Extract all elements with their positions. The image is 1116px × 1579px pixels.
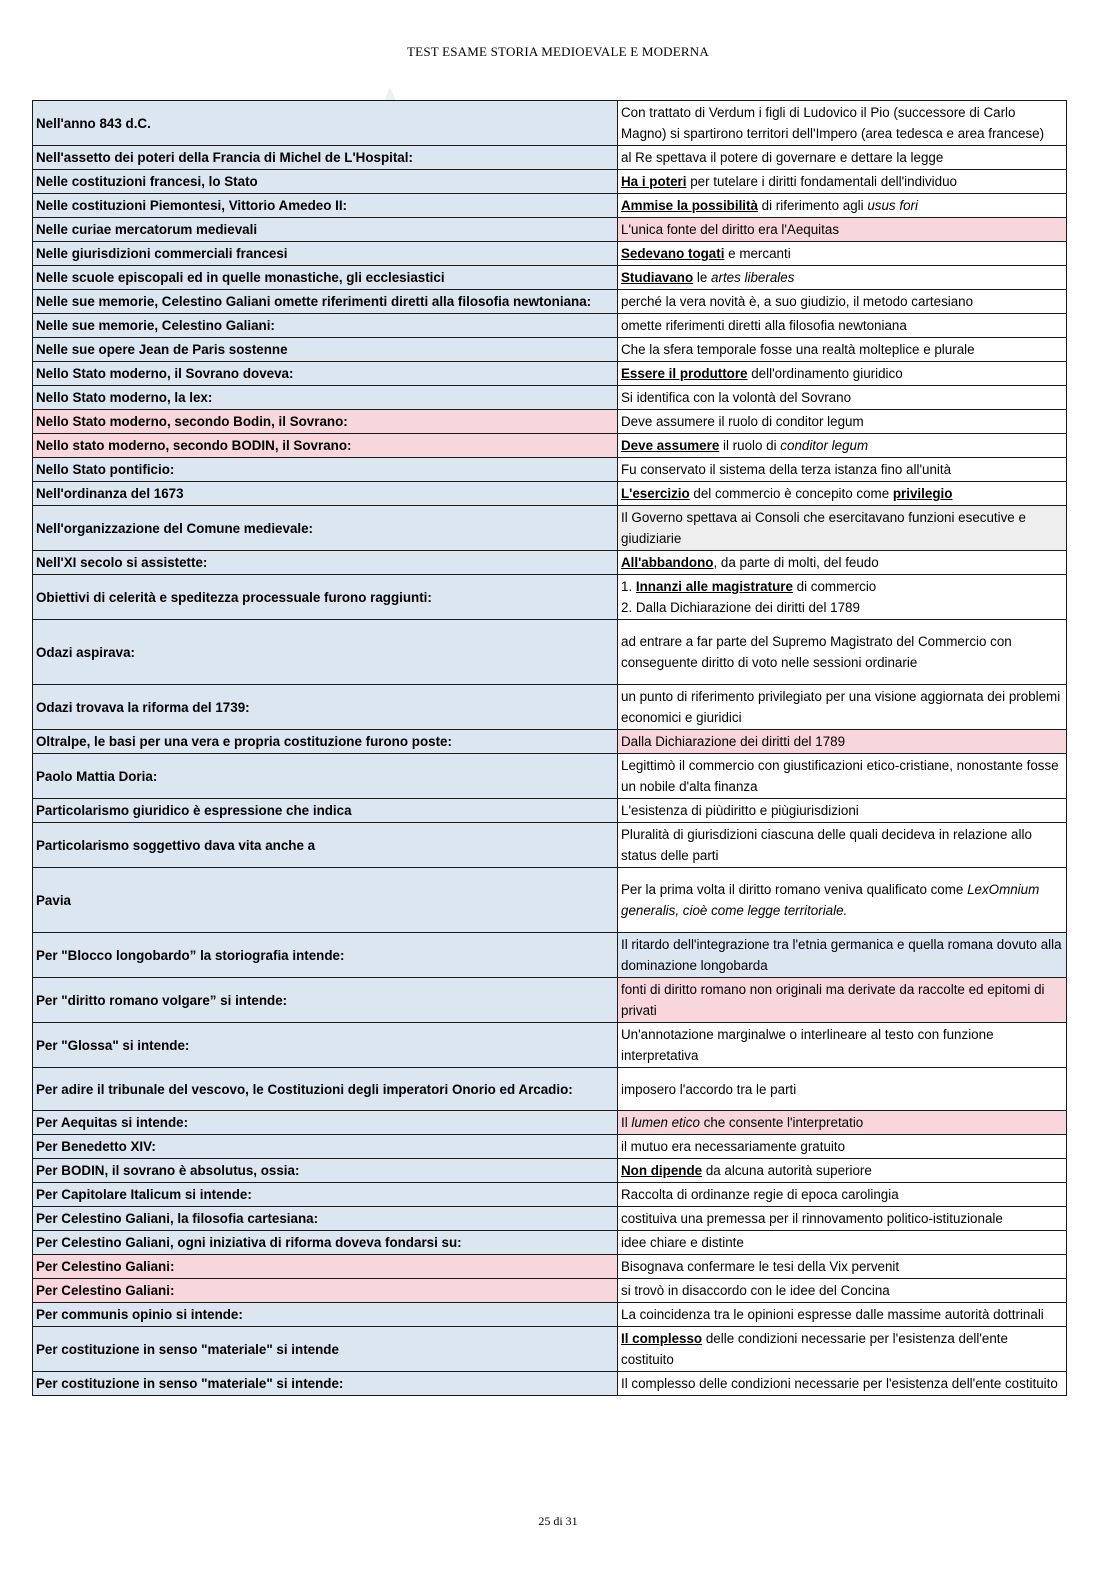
- question-cell: Per Benedetto XIV:: [33, 1135, 618, 1159]
- answer-text: lumen etico: [631, 1115, 700, 1130]
- answer-cell: [618, 146, 1067, 170]
- table-row: [33, 1255, 1067, 1279]
- table-row: [33, 338, 1067, 362]
- answer-text: conditor legum: [780, 438, 869, 453]
- question-cell: Nello stato moderno, secondo BODIN, il Sovrano:: [33, 434, 618, 458]
- question-cell: Nell'organizzazione del Comune medievale:: [33, 506, 618, 551]
- answer-cell: [618, 314, 1067, 338]
- answer-cell: [618, 754, 1067, 799]
- answer-text: LexOmnium generalis, cioè come legge territoriale.: [621, 882, 1040, 918]
- table-row: [33, 1207, 1067, 1231]
- table-row: [33, 218, 1067, 242]
- question-cell: Nelle sue opere Jean de Paris sostenne: [33, 338, 618, 362]
- answer-text: da alcuna autorità superiore: [702, 1163, 872, 1178]
- answer-text: imposero l'accordo tra le parti: [621, 1081, 797, 1097]
- answer-text: Che la sfera temporale fosse una realtà molteplice e plurale: [621, 342, 975, 357]
- answer-text: ad entrare a far parte del Supremo Magistrato del Commercio con conseguente diritto di voto nelle sessioni ordinarie: [621, 634, 1012, 670]
- answer-text: L'esistenza di piùdiritto e piùgiurisdizioni: [621, 803, 859, 818]
- answer-cell: [618, 685, 1067, 730]
- answer-text: Raccolta di ordinanze regie di epoca carolingia: [621, 1187, 899, 1202]
- table-row: [33, 1279, 1067, 1303]
- answer-text: idee chiare e distinte: [621, 1235, 744, 1250]
- question-cell: Nelle sue memorie, Celestino Galiani:: [33, 314, 618, 338]
- answer-text: Essere il produttore: [621, 366, 748, 381]
- answer-cell: [618, 266, 1067, 290]
- answer-text: Si identifica con la volontà del Sovrano: [621, 390, 852, 405]
- question-cell: Nell'assetto dei poteri della Francia di Michel de L'Hospital:: [33, 146, 618, 170]
- table-row: [33, 386, 1067, 410]
- question-cell: Per "Glossa" si intende:: [33, 1023, 618, 1068]
- table-row: [33, 551, 1067, 575]
- table-row: [33, 799, 1067, 823]
- question-cell: Per Celestino Galiani, ogni iniziativa di riforma doveva fondarsi su:: [33, 1231, 618, 1255]
- answer-cell: [618, 1372, 1067, 1396]
- answer-cell: [618, 1279, 1067, 1303]
- question-cell: Odazi trovava la riforma del 1739:: [33, 685, 618, 730]
- answer-text: Il complesso: [621, 1331, 703, 1346]
- answer-text: dell'ordinamento giuridico: [747, 366, 903, 381]
- answer-text: Deve assumere: [621, 438, 720, 453]
- question-cell: Nelle costituzioni francesi, lo Stato: [33, 170, 618, 194]
- table-row: [33, 620, 1067, 685]
- answer-cell: [618, 338, 1067, 362]
- answer-text: Deve assumere il ruolo di conditor legum: [621, 414, 864, 429]
- answer-cell: [618, 1231, 1067, 1255]
- question-cell: Particolarismo giuridico è espressione che indica: [33, 799, 618, 823]
- answer-text: per tutelare i diritti fondamentali dell'individuo: [686, 174, 958, 189]
- table-row: [33, 1231, 1067, 1255]
- table-row: [33, 266, 1067, 290]
- table-row: [33, 1327, 1067, 1372]
- table-row: [33, 170, 1067, 194]
- question-cell: Oltralpe, le basi per una vera e propria costituzione furono poste:: [33, 730, 618, 754]
- answer-cell: [618, 242, 1067, 266]
- answer-text: All'abbandono: [621, 555, 714, 570]
- question-cell: Odazi aspirava:: [33, 620, 618, 685]
- question-cell: Per BODIN, il sovrano è absolutus, ossia:: [33, 1159, 618, 1183]
- table-row: [33, 1023, 1067, 1068]
- answer-cell: [618, 1183, 1067, 1207]
- table-row: [33, 242, 1067, 266]
- question-cell: Nello Stato pontificio:: [33, 458, 618, 482]
- answer-text: 1.: [621, 579, 636, 594]
- answer-text: Studiavano: [621, 270, 694, 285]
- question-cell: Per costituzione in senso "materiale" si intende:: [33, 1372, 618, 1396]
- answer-cell: [618, 1068, 1067, 1111]
- answer-text: Fu conservato il sistema della terza istanza fino all'unità: [621, 462, 952, 477]
- table-row: [33, 146, 1067, 170]
- answer-text: artes liberales: [711, 270, 795, 285]
- answer-cell: [618, 551, 1067, 575]
- question-cell: Per Celestino Galiani:: [33, 1255, 618, 1279]
- table-row: [33, 1068, 1067, 1111]
- answer-text: Ammise la possibilità: [621, 198, 758, 213]
- answer-text: L'unica fonte del diritto era l'Aequitas: [621, 222, 840, 237]
- table-row: [33, 754, 1067, 799]
- table-row: [33, 101, 1067, 146]
- answer-cell: [618, 1327, 1067, 1372]
- answer-text: privilegio: [892, 486, 953, 501]
- table-row: [33, 1111, 1067, 1135]
- question-cell: Nelle curiae mercatorum medievali: [33, 218, 618, 242]
- answer-text: omette riferimenti diretti alla filosofia newtoniana: [621, 318, 907, 333]
- answer-text: La coincidenza tra le opinioni espresse dalle massime autorità dottrinali: [621, 1307, 1044, 1322]
- answer-text: L'esercizio: [621, 486, 690, 501]
- answer-cell: [618, 362, 1067, 386]
- question-cell: Nelle sue memorie, Celestino Galiani omette riferimenti diretti alla filosofia newtoniana:: [33, 290, 618, 314]
- answer-cell: [618, 868, 1067, 933]
- question-cell: Particolarismo soggettivo dava vita anche a: [33, 823, 618, 868]
- answer-text: del commercio è concepito come: [689, 486, 893, 501]
- answer-text: Il: [621, 1115, 632, 1130]
- question-cell: Per costituzione in senso "materiale" si intende: [33, 1327, 618, 1372]
- answer-cell: [618, 1207, 1067, 1231]
- answer-cell: [618, 410, 1067, 434]
- table-row: [33, 482, 1067, 506]
- answer-cell: [618, 823, 1067, 868]
- page-title: TEST ESAME STORIA MEDIOEVALE E MODERNA: [407, 44, 709, 59]
- answer-cell: [618, 101, 1067, 146]
- answer-text: delle condizioni necessarie per l'esistenza dell'ente costituito: [621, 1331, 1008, 1367]
- answer-cell: [618, 386, 1067, 410]
- answer-cell: [618, 1023, 1067, 1068]
- question-cell: Per Celestino Galiani:: [33, 1279, 618, 1303]
- answer-cell: [618, 1111, 1067, 1135]
- answer-text: e mercanti: [724, 246, 791, 261]
- question-cell: Nello Stato moderno, la lex:: [33, 386, 618, 410]
- question-cell: Nello Stato moderno, il Sovrano doveva:: [33, 362, 618, 386]
- question-cell: Nell'XI secolo si assistette:: [33, 551, 618, 575]
- page-number: 25 di 31: [538, 1514, 578, 1528]
- answer-text: Un'annotazione marginalwe o interlineare al testo con funzione interpretativa: [621, 1027, 994, 1063]
- question-cell: Nelle giurisdizioni commerciali francesi: [33, 242, 618, 266]
- table-row: [33, 506, 1067, 551]
- answer-cell: [618, 620, 1067, 685]
- answer-cell: [618, 194, 1067, 218]
- answer-cell: [618, 434, 1067, 458]
- answer-text: di riferimento agli: [757, 198, 868, 213]
- answer-text: perché la vera novità è, a suo giudizio, il metodo cartesiano: [621, 294, 974, 309]
- answer-cell: [618, 458, 1067, 482]
- question-cell: Nelle scuole episcopali ed in quelle monastiche, gli ecclesiastici: [33, 266, 618, 290]
- answer-text: costituiva una premessa per il rinnovamento politico-istituzionale: [621, 1211, 1003, 1226]
- table-row: [33, 1159, 1067, 1183]
- answer-text: si trovò in disaccordo con le idee del Concina: [621, 1283, 890, 1298]
- answer-cell: [618, 1159, 1067, 1183]
- answer-cell: [618, 482, 1067, 506]
- question-cell: Nelle costituzioni Piemontesi, Vittorio Amedeo II:: [33, 194, 618, 218]
- answer-text: al Re spettava il potere di governare e dettare la legge: [621, 150, 944, 165]
- answer-text: le: [693, 270, 712, 285]
- question-cell: Per communis opinio si intende:: [33, 1303, 618, 1327]
- table-row: [33, 1183, 1067, 1207]
- answer-text: Il Governo spettava ai Consoli che esercitavano funzioni esecutive e giudiziarie: [621, 510, 1026, 546]
- question-cell: Nell'ordinanza del 1673: [33, 482, 618, 506]
- table-row: [33, 823, 1067, 868]
- table-row: [33, 458, 1067, 482]
- table-row: [33, 410, 1067, 434]
- table-row: [33, 1372, 1067, 1396]
- answer-cell: [618, 1255, 1067, 1279]
- table-row: [33, 1135, 1067, 1159]
- table-row: [33, 434, 1067, 458]
- answer-cell: [618, 730, 1067, 754]
- table-row: [33, 362, 1067, 386]
- table-row: [33, 933, 1067, 978]
- qa-table: [32, 100, 1067, 1396]
- answer-cell: [618, 978, 1067, 1023]
- question-cell: Paolo Mattia Doria:: [33, 754, 618, 799]
- table-row: [33, 575, 1067, 620]
- table-row: [33, 194, 1067, 218]
- answer-cell: [618, 1303, 1067, 1327]
- table-row: [33, 730, 1067, 754]
- question-cell: Obiettivi di celerità e speditezza processuale furono raggiunti:: [33, 575, 618, 620]
- answer-text: Il ritardo dell'integrazione tra l'etnia germanica e quella romana dovuto alla dominazione longobarda: [621, 937, 1062, 973]
- answer-cell: [618, 1135, 1067, 1159]
- answer-cell: [618, 799, 1067, 823]
- answer-text: fonti di diritto romano non originali ma derivate da raccolte ed epitomi di privati: [621, 982, 1045, 1018]
- question-cell: Per Celestino Galiani, la filosofia cartesiana:: [33, 1207, 618, 1231]
- table-row: [33, 1303, 1067, 1327]
- answer-text: Innanzi alle magistrature: [635, 579, 793, 594]
- answer-cell: [618, 170, 1067, 194]
- answer-text: Legittimò il commercio con giustificazioni etico-cristiane, nonostante fosse un nobile d'alta finanza: [621, 758, 1059, 794]
- table-row: [33, 978, 1067, 1023]
- question-cell: Nell'anno 843 d.C.: [33, 101, 618, 146]
- answer-text: Ha i poteri: [621, 174, 687, 189]
- table-row: [33, 685, 1067, 730]
- answer-text: che consente l'interpretatio: [699, 1115, 864, 1130]
- answer-cell: [618, 218, 1067, 242]
- answer-text: 2. Dalla Dichiarazione dei diritti del 1789: [621, 600, 860, 615]
- question-cell: Per adire il tribunale del vescovo, le Costituzioni degli imperatori Onorio ed Arcadio:: [33, 1068, 618, 1111]
- question-cell: Per Capitolare Italicum si intende:: [33, 1183, 618, 1207]
- question-cell: Pavia: [33, 868, 618, 933]
- answer-text: il ruolo di: [719, 438, 781, 453]
- answer-cell: [618, 933, 1067, 978]
- answer-text: usus fori: [867, 198, 918, 213]
- answer-text: Bisognava confermare le tesi della Vix pervenit: [621, 1259, 900, 1274]
- question-cell: Per Aequitas si intende:: [33, 1111, 618, 1135]
- answer-text: , da parte di molti, del feudo: [713, 555, 879, 570]
- answer-text: il mutuo era necessariamente gratuito: [621, 1139, 846, 1154]
- answer-cell: [618, 290, 1067, 314]
- answer-text: di commercio: [792, 579, 877, 594]
- table-row: [33, 290, 1067, 314]
- question-cell: Per "Blocco longobardo” la storiografia intende:: [33, 933, 618, 978]
- answer-text: Sedevano togati: [621, 246, 725, 261]
- question-cell: Per "diritto romano volgare” si intende:: [33, 978, 618, 1023]
- answer-cell: [618, 506, 1067, 551]
- table-row: [33, 868, 1067, 933]
- answer-text: Per la prima volta il diritto romano veniva qualificato come: [621, 882, 968, 897]
- answer-text: Con trattato di Verdum i figli di Ludovico il Pio (successore di Carlo Magno) si spartirono territori dell'Impero (area tedesca e area francese): [621, 105, 1045, 141]
- answer-text: Il complesso delle condizioni necessarie per l'esistenza dell'ente costituito: [621, 1376, 1058, 1391]
- answer-text: un punto di riferimento privilegiato per una visione aggiornata dei problemi economici e giuridici: [621, 689, 1061, 725]
- answer-text: Dalla Dichiarazione dei diritti del 1789: [621, 734, 846, 749]
- question-cell: Nello Stato moderno, secondo Bodin, il Sovrano:: [33, 410, 618, 434]
- answer-cell: [618, 575, 1067, 620]
- answer-text: Pluralità di giurisdizioni ciascuna delle quali decideva in relazione allo status delle parti: [621, 827, 1032, 863]
- table-row: [33, 314, 1067, 338]
- answer-text: Non dipende: [621, 1163, 703, 1178]
